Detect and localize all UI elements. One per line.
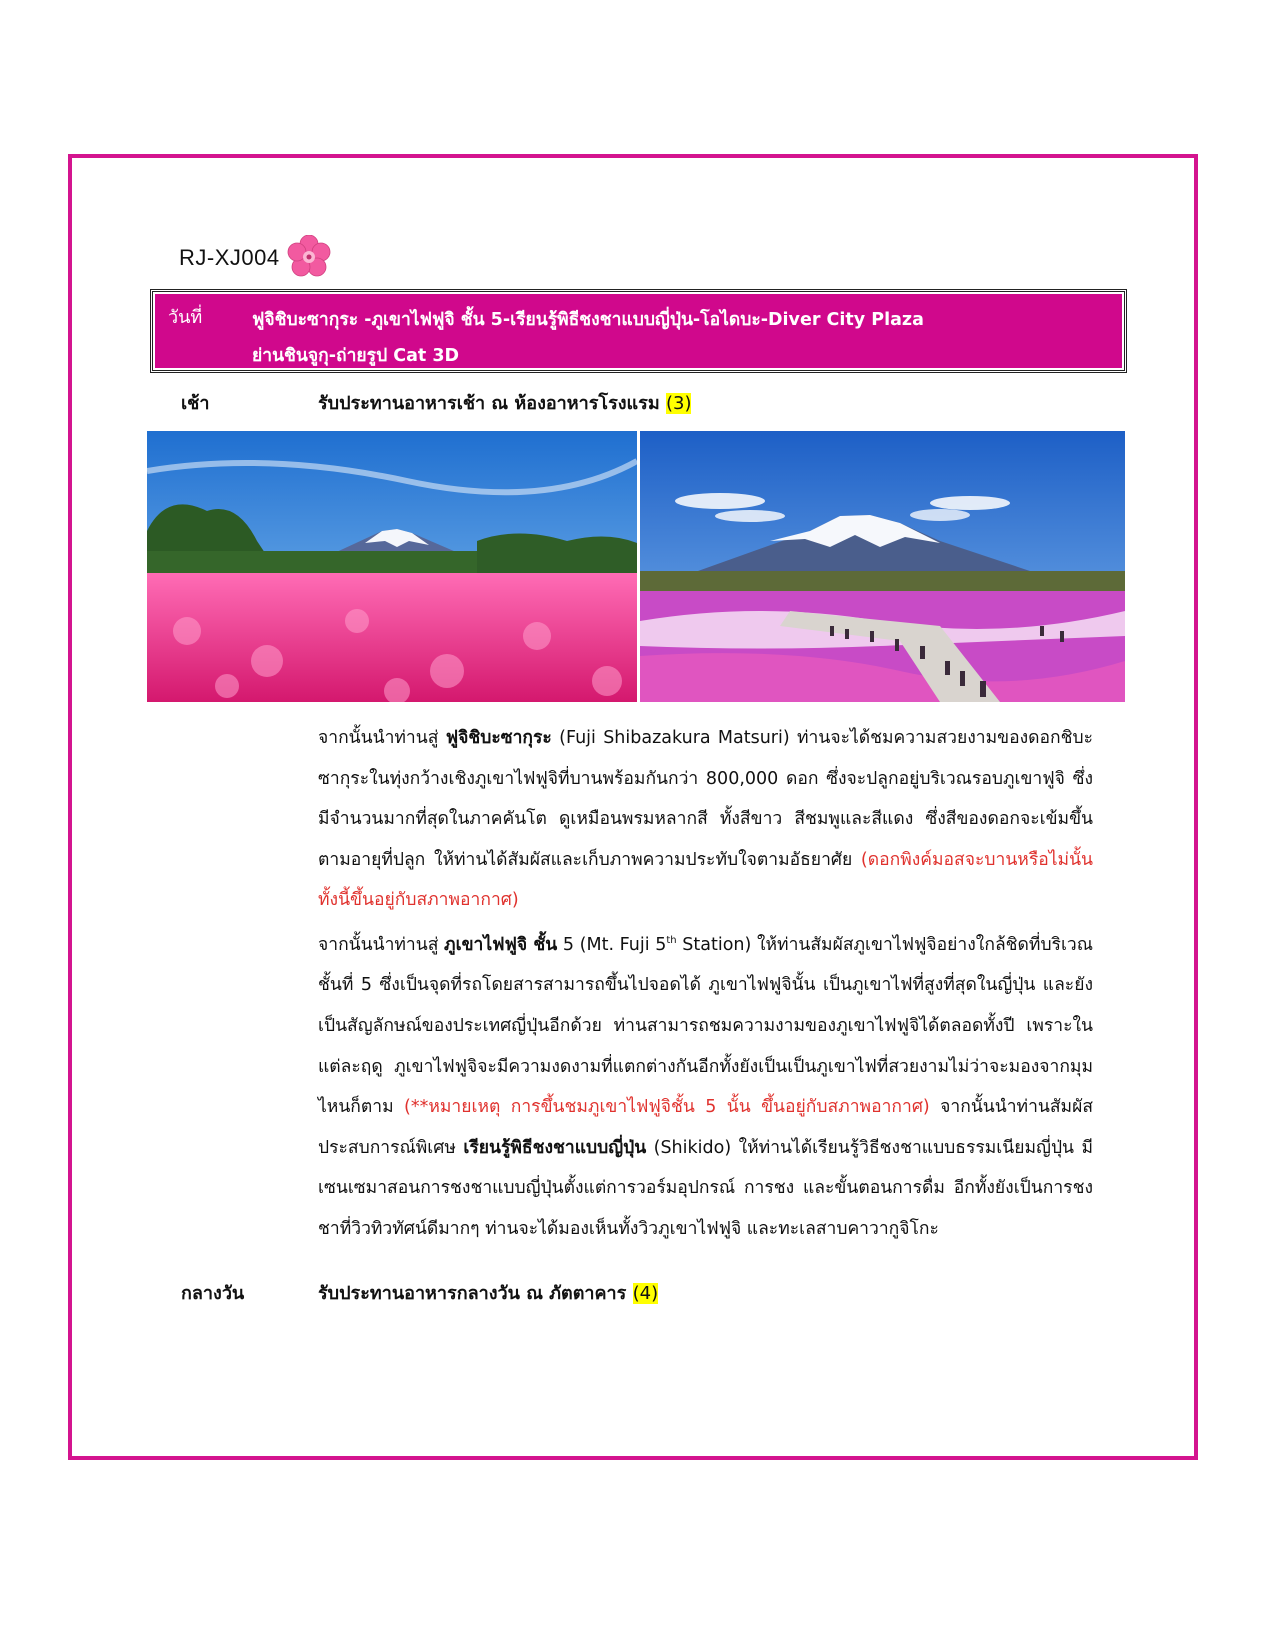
- itinerary-description: [318, 718, 1093, 1250]
- day-label: วันที่: [168, 307, 203, 328]
- place-name-shibazakura: ฟูจิชิบะซากุระ: [445, 728, 552, 748]
- text-segment: Station) ให้ท่านสัมผัสภูเขาไฟฟูจิอย่างใกล้ชิดที่บริเวณชั้นที่ 5 ซึ่งเป็นจุดที่รถโดยสารสามารถขึ้นไปจอดได้ ภูเขาไฟฟูจินั้น เป็นภูเขาไฟที่สูงที่สุดในญี่ปุ่น และยังเป็นสัญลักษณ์ของประเทศญี่ปุ่นอีกด้วย ท่านสามารถชมความงามของภูเขาไฟฟูจิได้ตลอดทั้งปี เพราะในแต่ละฤดู ภูเขาไฟฟูจิจะมีความงดงามที่แตกต่างกันอีกทั้งยังเป็นเป็นภูเขาไฟที่สวยงามไม่ว่าจะมองจากมุมไหนก็ตาม: [318, 934, 1093, 1118]
- breakfast-meal-number: (3): [665, 393, 692, 414]
- day-title: [252, 302, 1072, 374]
- superscript-th: th: [666, 934, 677, 946]
- weather-note: (ดอกพิงค์มอสจะบานหรือไม่นั้น ทั้งนี้ขึ้นอยู่กับสภาพอากาศ): [318, 849, 1093, 911]
- text-segment: (Shikido) ให้ท่านได้เรียนรู้วิธีชงชาแบบธรรมเนียมญี่ปุ่น มีเซนเซมาสอนการชงชาแบบญี่ปุ่นตั้งแต่การวอร์มอุปกรณ์ การชง และขั้นตอนการดื่ม อีกทั้งยังเป็นการชงชาที่วิวทิวทัศน์ดีมากๆ ท่านจะได้มองเห็นทั้งวิวภูเขาไฟฟูจิ และทะเลสาบคาวากูจิโกะ: [318, 1137, 1093, 1239]
- lunch-text: [318, 1278, 658, 1307]
- text-segment: 5 (Mt. Fuji 5: [557, 934, 667, 955]
- text-segment: จากนั้นนำท่านสู่: [318, 728, 446, 748]
- day-title-line-1: ฟูจิชิบะซากุระ -ภูเขาไฟฟูจิ ชั้น 5-เรียนรู้พิธีชงชาแบบญี่ปุ่น-โอไดบะ-Diver City Plaza: [252, 310, 924, 330]
- pink-flower-icon: [287, 235, 331, 279]
- text-segment: (Fuji Shibazakura Matsuri) ท่านจะได้ชมความสวยงามของดอกชิบะซากุระในทุ่งกว้างเชิงภูเขาไฟฟูจิที่บานพร้อมกันกว่า 800,000 ดอก ซึ่งจะปลูกอยู่บริเวณรอบภูเขาฟูจิ ซึ่งมีจำนวนมากที่สุดในภาคคันโต ดูเหมือนพรมหลากสี ทั้งสีขาว สีชมพูและสีแดง ซึ่งสีของดอกจะเข้มขึ้นตามอายุที่ปลูก ให้ท่านได้สัมผัสและเก็บภาพความประทับใจตามอัธยาศัย: [318, 728, 1093, 870]
- lunch-meal-number: (4): [632, 1283, 659, 1304]
- lunch-description: รับประทานอาหารกลางวัน ณ ภัตตาคาร: [318, 1283, 627, 1304]
- weather-note: (**หมายเหตุ การขึ้นชมภูเขาไฟฟูจิชั้น 5 นั้น ขึ้นอยู่กับสภาพอากาศ): [404, 1097, 930, 1118]
- tour-code: RJ-XJ004: [179, 245, 280, 270]
- paragraph-shibazakura: [318, 718, 1093, 921]
- day-title-line-2: ย่านชินจูกุ-ถ่ายรูป Cat 3D: [252, 346, 460, 366]
- paragraph-fuji-5th-station: [318, 921, 1093, 1250]
- breakfast-description: รับประทานอาหารเช้า ณ ห้องอาหารโรงแรม: [318, 393, 660, 414]
- photo-fuji-flower-park: [640, 431, 1125, 702]
- place-name-fuji-5th: ภูเขาไฟฟูจิ ชั้น: [444, 934, 558, 955]
- activity-tea-ceremony: เรียนรู้พิธีชงชาแบบญี่ปุ่น: [463, 1137, 647, 1158]
- photo-shibazakura-field: [147, 431, 637, 702]
- breakfast-text: [318, 388, 691, 417]
- breakfast-label: เช้า: [181, 393, 210, 414]
- lunch-label: กลางวัน: [181, 1283, 245, 1304]
- text-segment: จากนั้นนำท่านสัมผัสประสบการณ์พิเศษ: [318, 1097, 1094, 1158]
- text-segment: จากนั้นนำท่านสู่: [318, 934, 445, 955]
- day-header-box: [150, 289, 1127, 373]
